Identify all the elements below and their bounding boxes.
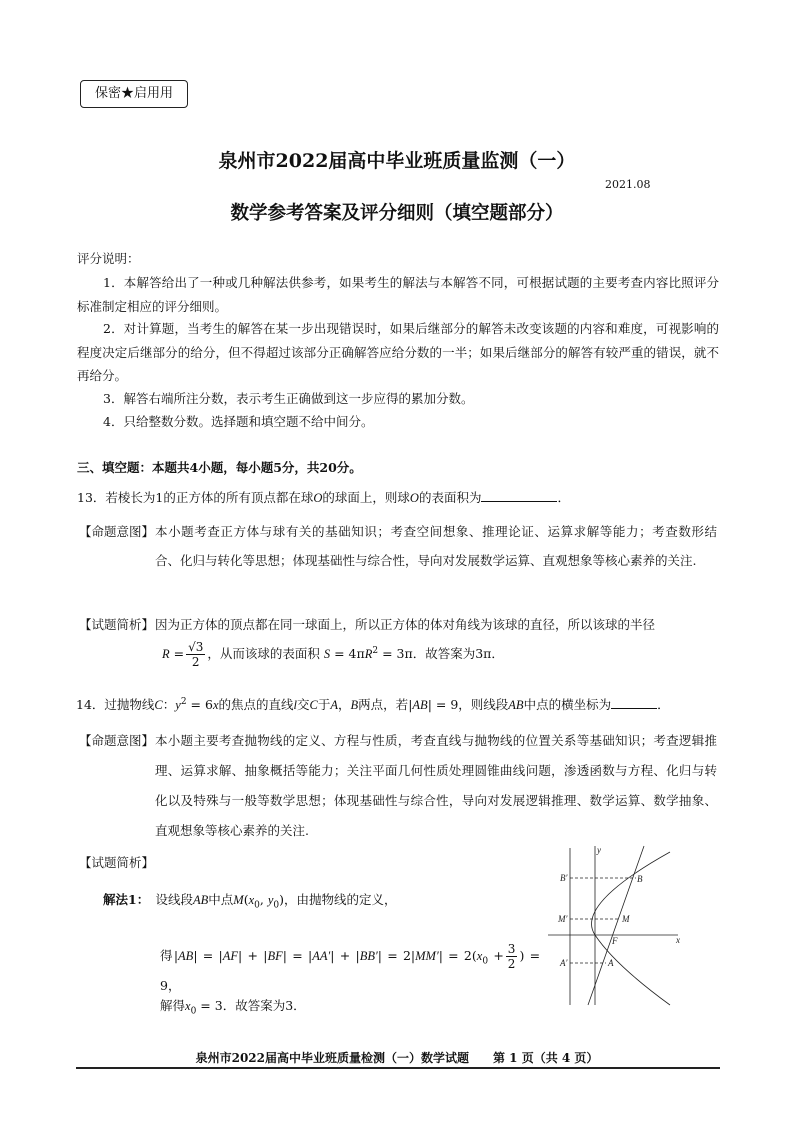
label-m-prime: M′ [558,914,568,924]
parabola-curve [592,852,670,1005]
label-y: y [597,845,601,855]
label-f: F [612,936,618,946]
note-item-3: 3．解答右端所注分数，表示考生正确做到这一步应得的累加分数。 [103,391,474,406]
footer-rule [76,1067,720,1069]
label-m: M [622,914,630,924]
date-label: 2021.08 [605,178,651,191]
chord-line [588,846,644,1005]
q14-solution-line1: 解法1： 设线段AB中点$M(x_0$, $y_0$)，由抛物线的定义， [103,892,397,911]
parabola-figure [540,840,690,1010]
q14-intent: 【命题意图】本小题主要考查抛物线的定义、方程与性质，考查直线与抛物线的位置关系等基础知识；考查逻辑推理、运算求解、抽象概括等能力；关注平面几何性质处理圆锥曲线问题，渗透函数与方程、化归与转化以及特殊与一般等数学思想；体现基础性与综合性，导向对发展逻辑推理、数学运算、数学抽象、直观想象等核心素养的关注. [79,733,717,838]
note-item-2: 2．对计算题，当考生的解答在某一步出现错误时，如果后继部分的解答未改变该题的内容和难度，可视影响的程度决定后继部分的给分，但不得超过该部分正确解答应给分数的一半；如果后继部分的解答有较严重的错误，就不再给分。 [77,321,719,383]
label-a: A [608,958,614,968]
confidential-label: 保密★启用用 [80,80,188,108]
label-b: B [637,874,643,884]
note-item-4: 4．只给整数分数。选择题和填空题不给中间分。 [103,414,374,429]
page-subtitle: 数学参考答案及评分细则（填空题部分） [230,203,564,224]
q13-intent: 【命题意图】本小题考查正方体与球有关的基础知识；考查空间想象、推理论证、运算求解等能力；考查数形结合、化归与转化等思想；体现基础性与综合性，导向对发展数学运算、直观想象等核心素养的关注. [79,524,717,568]
q13-analysis: 【试题简析】因为正方体的顶点都在同一球面上，所以正方体的体对角线为该球的直径，所以该球的半径 [79,617,656,632]
note-item-1: 1．本解答给出了一种或几种解法供参考，如果考生的解法与本解答不同，可根据试题的主要考查内容比照评分标准制定相应的评分细则。 [77,275,719,314]
q14-solution-line2: 得$|AB| = |AF| + |BF| = |AA'| + |BB'| = 2|MM'| = 2(x_0$ + $\frac{3}{2}$ ) = 9， [160,942,541,993]
question-14: 14．过抛物线C：$y^2 = 6x$的焦点的直线l交C于A，B两点，若|AB| = 9，则线段AB中点的横坐标为 ． [76,697,670,713]
section-heading: 三、填空题：本题共4小题，每小题5分，共20分。 [77,460,362,475]
q14-solution-line3: 解得$x_0 = 3$．故答案为3． [160,998,306,1017]
question-13: 13．若棱长为1的正方体的所有顶点都在球O的球面上，则球O的表面积为 ． [77,490,570,505]
label-a-prime: A′ [560,958,568,968]
page-footer: 泉州市2022届高中毕业班质量检测（一）数学试题 第 1 页（共 4 页） [195,1051,599,1065]
q13-analysis-formula: R = $\frac{√3}{2}$ ，从而该球的表面积 $S = 4\pi R^2 = 3\pi$．故答案为3π． [162,640,504,670]
notes-heading: 评分说明： [77,251,140,266]
q14-analysis-tag: 【试题简析】 [79,855,155,870]
label-x: x [676,935,680,945]
label-b-prime: B′ [560,873,568,883]
page-title: 泉州市2022届高中毕业班质量监测（一） [218,150,576,172]
